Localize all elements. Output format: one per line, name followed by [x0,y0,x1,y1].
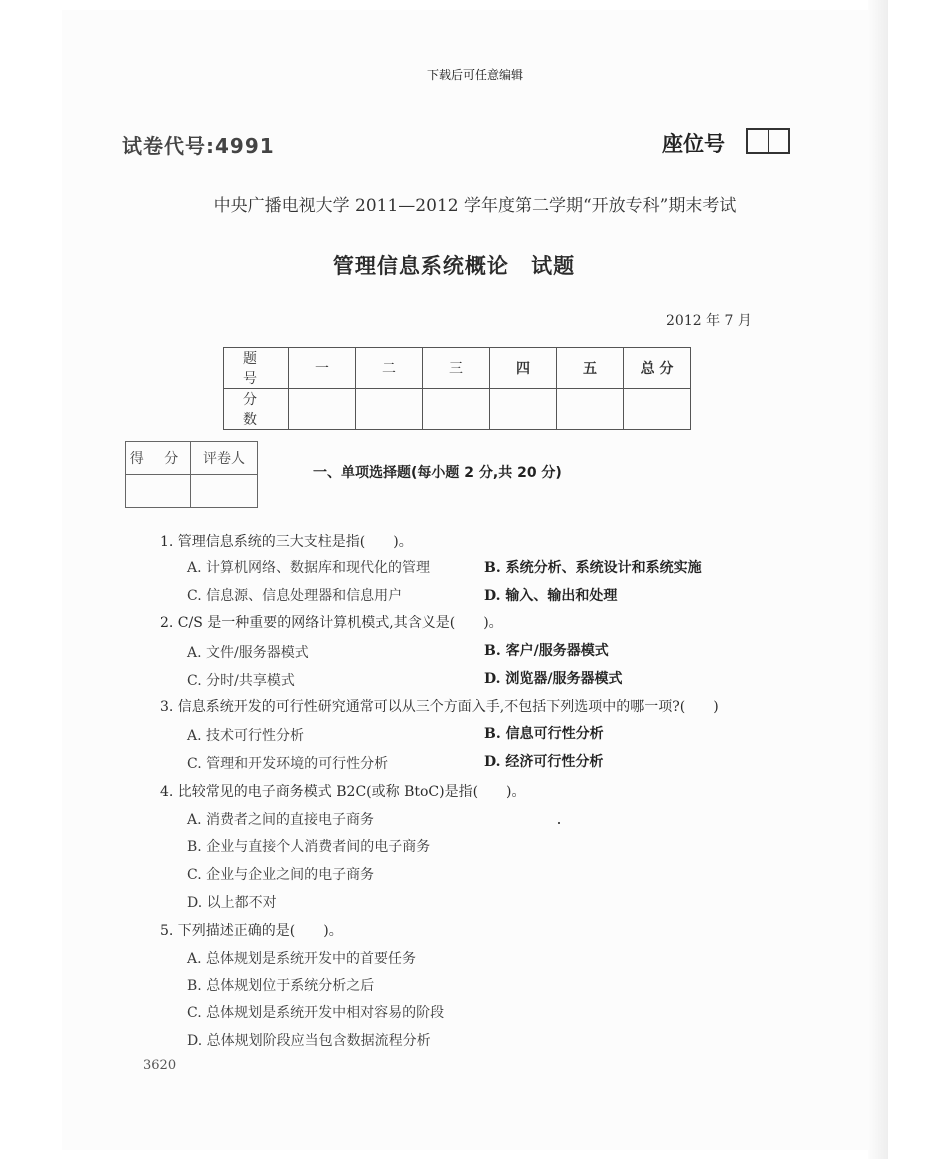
grader-name-label: 评卷人 [191,442,258,475]
score-table-col-3: 三 [423,348,490,389]
score-table-col-total: 总 分 [624,348,691,389]
exam-name: 中央广播电视大学 2011—2012 学年度第二学期“开放专科”期末考试 [213,196,737,216]
scan-speck [558,822,560,824]
page-code: 3620 [143,1058,177,1073]
grader-table [125,441,258,508]
question-option: D. 总体规划阶段应当包含数据流程分析 [187,1033,431,1049]
score-cell [356,389,423,430]
paper-sheet [62,10,888,1150]
score-table-col-2: 二 [356,348,423,389]
question-option: B. 客户/服务器模式 [484,643,609,659]
question-option: D. 输入、输出和处理 [484,588,618,604]
question-option: B. 总体规划位于系统分析之后 [187,978,375,994]
question-option: B. 企业与直接个人消费者间的电子商务 [187,839,431,855]
section-title: 一、单项选择题(每小题 2 分,共 20 分) [313,465,562,481]
scan-edge [868,0,888,1159]
question-option: A. 计算机网络、数据库和现代化的管理 [187,560,431,576]
question-stem: 1. 管理信息系统的三大支柱是指( )。 [160,534,413,550]
grader-score-label: 得 分 [126,442,191,475]
score-cell [490,389,557,430]
question-option: C. 信息源、信息处理器和信息用户 [187,588,403,604]
score-table-row-label: 分 数 [224,389,289,430]
score-cell [423,389,490,430]
seat-number-label: 座位号 [662,132,725,156]
question-option: D. 浏览器/服务器模式 [484,671,623,687]
question-option: A. 文件/服务器模式 [187,645,309,661]
question-option: C. 分时/共享模式 [187,673,295,689]
question-option: D. 经济可行性分析 [484,754,604,770]
question-option: C. 总体规划是系统开发中相对容易的阶段 [187,1005,445,1021]
question-option: C. 企业与企业之间的电子商务 [187,867,375,883]
question-stem: 2. C/S 是一种重要的网络计算机模式,其含义是( )。 [160,615,503,631]
question-option: A. 总体规划是系统开发中的首要任务 [187,951,417,967]
question-option: C. 管理和开发环境的可行性分析 [187,756,389,772]
question-stem: 4. 比较常见的电子商务模式 B2C(或称 BtoC)是指( )。 [160,784,526,800]
score-table-header: 题 号 [224,348,289,389]
question-stem: 3. 信息系统开发的可行性研究通常可以从三个方面入手,不包括下列选项中的哪一项?( ) [160,699,719,715]
score-cell [289,389,356,430]
score-cell [624,389,691,430]
question-option: A. 技术可行性分析 [187,728,305,744]
question-option: D. 以上都不对 [187,895,277,911]
paper-code: 试卷代号:4991 [122,134,275,158]
score-cell [557,389,624,430]
download-banner: 下载后可任意编辑 [426,68,523,82]
score-table-col-5: 五 [557,348,624,389]
exam-date: 2012 年 7 月 [666,313,752,329]
grader-name-cell [191,475,258,508]
seat-number-box [746,128,790,154]
exam-title: 管理信息系统概论 试题 [332,254,576,278]
question-option: A. 消费者之间的直接电子商务 [187,812,375,828]
score-table [223,347,691,430]
question-option: B. 系统分析、系统设计和系统实施 [484,560,702,576]
grader-score-cell [126,475,191,508]
question-stem: 5. 下列描述正确的是( )。 [160,923,343,939]
score-table-col-1: 一 [289,348,356,389]
question-option: B. 信息可行性分析 [484,726,604,742]
score-table-col-4: 四 [490,348,557,389]
